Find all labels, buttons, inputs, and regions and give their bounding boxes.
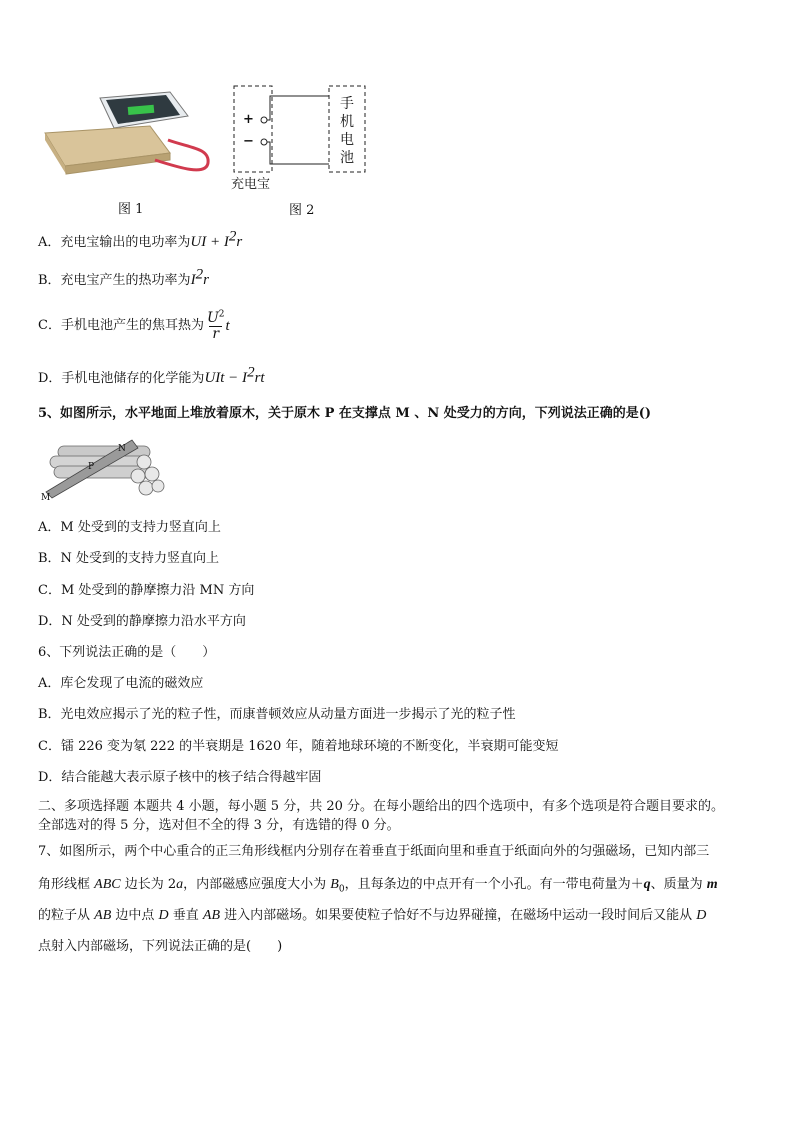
- power-bank-illustration: [40, 88, 215, 198]
- q6-option-c: C．镭 226 变为氡 222 的半衰期是 1620 年，随着地球环境的不断变化，半衰期可能变短: [38, 739, 559, 754]
- figure-2-minus-terminal: −: [243, 134, 254, 149]
- figure-2-plus-terminal: +: [243, 112, 254, 127]
- q4-option-c: C．手机电池产生的焦耳热为 $\frac{U^2}{r}$ t: [38, 308, 230, 342]
- q5-option-a: A．M 处受到的支持力竖直向上: [38, 520, 221, 535]
- figure-2-bank-label: 充电宝: [231, 177, 271, 192]
- q4-option-b: B．充电宝产生的热功率为$I^2r$: [38, 266, 209, 288]
- q6-option-a: A．库仑发现了电流的磁效应: [38, 676, 204, 691]
- q6-option-d: D．结合能越大表示原子核中的核子结合得越牢固: [38, 770, 322, 785]
- figure-5-label-n: N: [118, 444, 126, 454]
- figure-1-caption: 图 1: [118, 202, 144, 217]
- q7-line-1: 7、如图所示，两个中心重合的正三角形线框内分别存在着垂直于纸面向里和垂直于纸面向外的匀强磁场，已知内部三: [38, 844, 710, 859]
- q5-option-b: B．N 处受到的支持力竖直向上: [38, 551, 220, 566]
- figure-5-label-m: M: [41, 493, 51, 503]
- figure-2-battery-char-2: 机: [340, 114, 354, 130]
- q4-option-d: D．手机电池储存的化学能为UIt − $I^2rt$: [38, 364, 265, 386]
- figure-5-label-p: P: [88, 462, 95, 472]
- q7-line-2: 角形线框 ABC 边长为 2a，内部磁感应强度大小为 $B_0$，且每条边的中点开有一个小孔。有一带电荷量为＋q、质量为 m: [38, 877, 718, 895]
- q5-option-d: D．N 处受到的静摩擦力沿水平方向: [38, 614, 246, 629]
- fraction-u2-over-r: $\frac{U^2}{r}$: [206, 308, 225, 342]
- figure-5-logs-photo: [40, 432, 165, 502]
- q4-option-a: A．充电宝输出的电功率为UI + $I^2r$: [38, 228, 243, 250]
- logs-illustration: [40, 432, 165, 502]
- q6-option-b: B．光电效应揭示了光的粒子性，而康普顿效应从动量方面进一步揭示了光的粒子性: [38, 707, 516, 722]
- q6-stem: 6、下列说法正确的是（ ）: [38, 645, 216, 660]
- q7-line-3: 的粒子从 AB 边中点 D 垂直 AB 进入内部磁场。如果要使粒子恰好不与边界碰撞，在磁场中运动一段时间后又能从 D: [38, 908, 707, 923]
- section-2-heading-line-2: 全部选对的得 5 分，选对但不全的得 3 分，有选错的得 0 分。: [38, 818, 400, 833]
- figure-2-battery-char-4: 池: [340, 150, 354, 166]
- q5-option-c: C．M 处受到的静摩擦力沿 MN 方向: [38, 583, 255, 598]
- figure-2-battery-char-1: 手: [340, 96, 354, 112]
- q5-stem: 5、如图所示，水平地面上堆放着原木，关于原木 P 在支撑点 M 、N 处受力的方向，下列说法正确的是(): [38, 406, 652, 421]
- figure-1-power-bank-photo: [40, 88, 215, 198]
- q7-line-4: 点射入内部磁场，下列说法正确的是( ): [38, 939, 283, 954]
- section-2-heading-line-1: 二、多项选择题 本题共 4 小题，每小题 5 分，共 20 分。在每小题给出的四个选项中，有多个选项是符合题目要求的。: [38, 799, 725, 814]
- figure-2-battery-char-3: 电: [340, 132, 354, 148]
- figure-2-caption: 图 2: [289, 203, 315, 218]
